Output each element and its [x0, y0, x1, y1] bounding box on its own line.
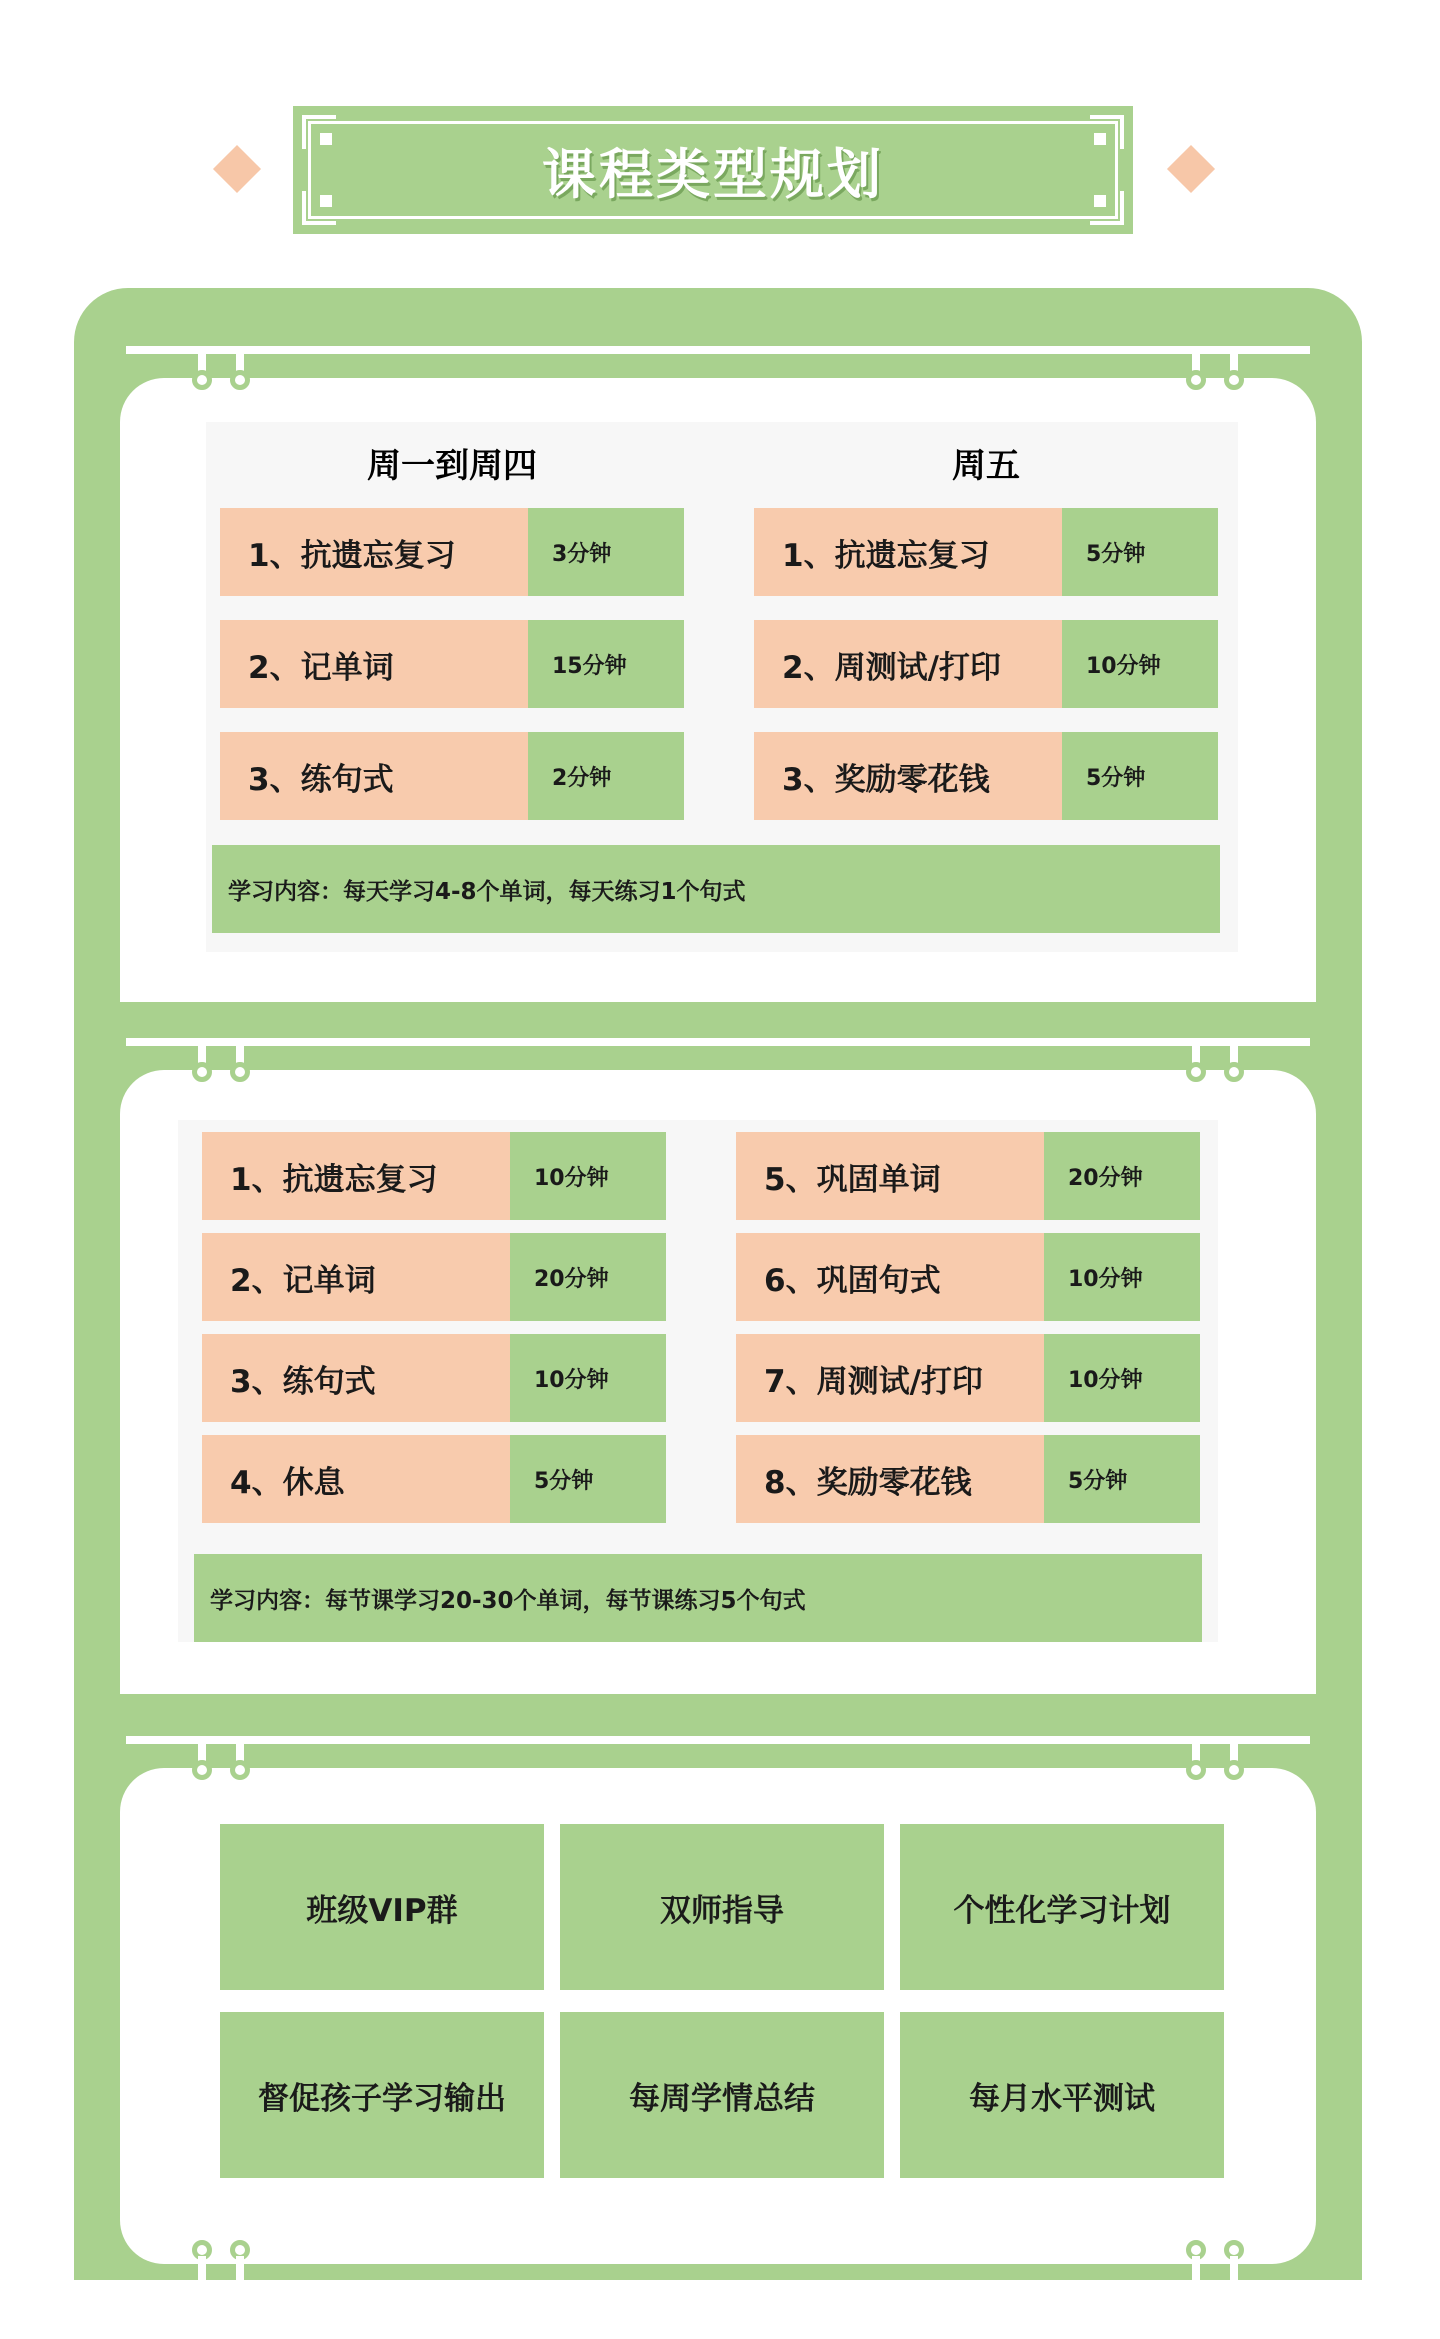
schedule-row [220, 508, 684, 596]
duration-cell: 10分钟 [1044, 1233, 1200, 1321]
schedule-row [754, 620, 1218, 708]
schedule-row [736, 1435, 1200, 1523]
ring [1224, 370, 1244, 390]
study-content-note: 学习内容：每天学习4-8个单词，每天练习1个句式 [212, 845, 1220, 933]
activity-cell: 2、记单词 [202, 1233, 510, 1321]
panel-weekday-schedule [120, 378, 1316, 1002]
schedule-row [754, 508, 1218, 596]
feature-personal-plan: 个性化学习计划 [900, 1824, 1224, 1990]
ring [192, 1760, 212, 1780]
duration-cell: 10分钟 [510, 1334, 666, 1422]
hanging-rod [126, 346, 1310, 354]
panel-class-schedule [120, 1070, 1316, 1694]
column-title-mon-thu: 周一到周四 [367, 446, 537, 486]
ring [230, 1062, 250, 1082]
duration-cell: 5分钟 [1044, 1435, 1200, 1523]
duration-cell: 5分钟 [1062, 732, 1218, 820]
ring [1224, 1760, 1244, 1780]
hanging-rod [126, 1038, 1310, 1046]
schedule-row [202, 1233, 666, 1321]
feature-monthly-test: 每月水平测试 [900, 2012, 1224, 2178]
activity-cell: 1、抗遗忘复习 [754, 508, 1062, 596]
ring [230, 1760, 250, 1780]
schedule-row [220, 620, 684, 708]
hook [1192, 2256, 1200, 2280]
activity-cell: 1、抗遗忘复习 [202, 1132, 510, 1220]
left-diamond-decoration [213, 145, 261, 193]
schedule-row [736, 1334, 1200, 1422]
schedule-row [736, 1132, 1200, 1220]
hanging-rod [126, 1736, 1310, 1744]
activity-cell: 2、周测试/打印 [754, 620, 1062, 708]
activity-cell: 5、巩固单词 [736, 1132, 1044, 1220]
feature-weekly-summary: 每周学情总结 [560, 2012, 884, 2178]
activity-cell: 3、练句式 [202, 1334, 510, 1422]
right-diamond-decoration [1167, 145, 1215, 193]
ring [1186, 1062, 1206, 1082]
duration-cell: 20分钟 [1044, 1132, 1200, 1220]
page-title: 课程类型规划 [542, 142, 884, 206]
schedule-row [736, 1233, 1200, 1321]
panel-services [120, 1768, 1316, 2264]
ring [1186, 1760, 1206, 1780]
ring [230, 370, 250, 390]
activity-cell: 1、抗遗忘复习 [220, 508, 528, 596]
activity-cell: 6、巩固句式 [736, 1233, 1044, 1321]
duration-cell: 15分钟 [528, 620, 684, 708]
activity-cell: 8、奖励零花钱 [736, 1435, 1044, 1523]
duration-cell: 10分钟 [1062, 620, 1218, 708]
schedule-row [202, 1334, 666, 1422]
activity-cell: 7、周测试/打印 [736, 1334, 1044, 1422]
activity-cell: 2、记单词 [220, 620, 528, 708]
feature-output-supervision: 督促孩子学习输出 [220, 2012, 544, 2178]
activity-cell: 3、练句式 [220, 732, 528, 820]
duration-cell: 10分钟 [1044, 1334, 1200, 1422]
column-title-fri: 周五 [952, 446, 1020, 486]
ring [1224, 1062, 1244, 1082]
duration-cell: 20分钟 [510, 1233, 666, 1321]
hook [1230, 2256, 1238, 2280]
schedule-row [202, 1132, 666, 1220]
ring [192, 1062, 212, 1082]
duration-cell: 2分钟 [528, 732, 684, 820]
duration-cell: 10分钟 [510, 1132, 666, 1220]
feature-dual-teacher: 双师指导 [560, 1824, 884, 1990]
ring [192, 370, 212, 390]
duration-cell: 5分钟 [1062, 508, 1218, 596]
activity-cell: 4、休息 [202, 1435, 510, 1523]
study-content-note: 学习内容：每节课学习20-30个单词，每节课练习5个句式 [194, 1554, 1202, 1642]
activity-cell: 3、奖励零花钱 [754, 732, 1062, 820]
schedule-row [220, 732, 684, 820]
feature-vip-group: 班级VIP群 [220, 1824, 544, 1990]
schedule-row [754, 732, 1218, 820]
duration-cell: 3分钟 [528, 508, 684, 596]
page-title-banner [293, 106, 1133, 234]
green-board [74, 288, 1362, 2280]
hook [198, 2256, 206, 2280]
schedule-row [202, 1435, 666, 1523]
ring [1186, 370, 1206, 390]
hook [236, 2256, 244, 2280]
duration-cell: 5分钟 [510, 1435, 666, 1523]
